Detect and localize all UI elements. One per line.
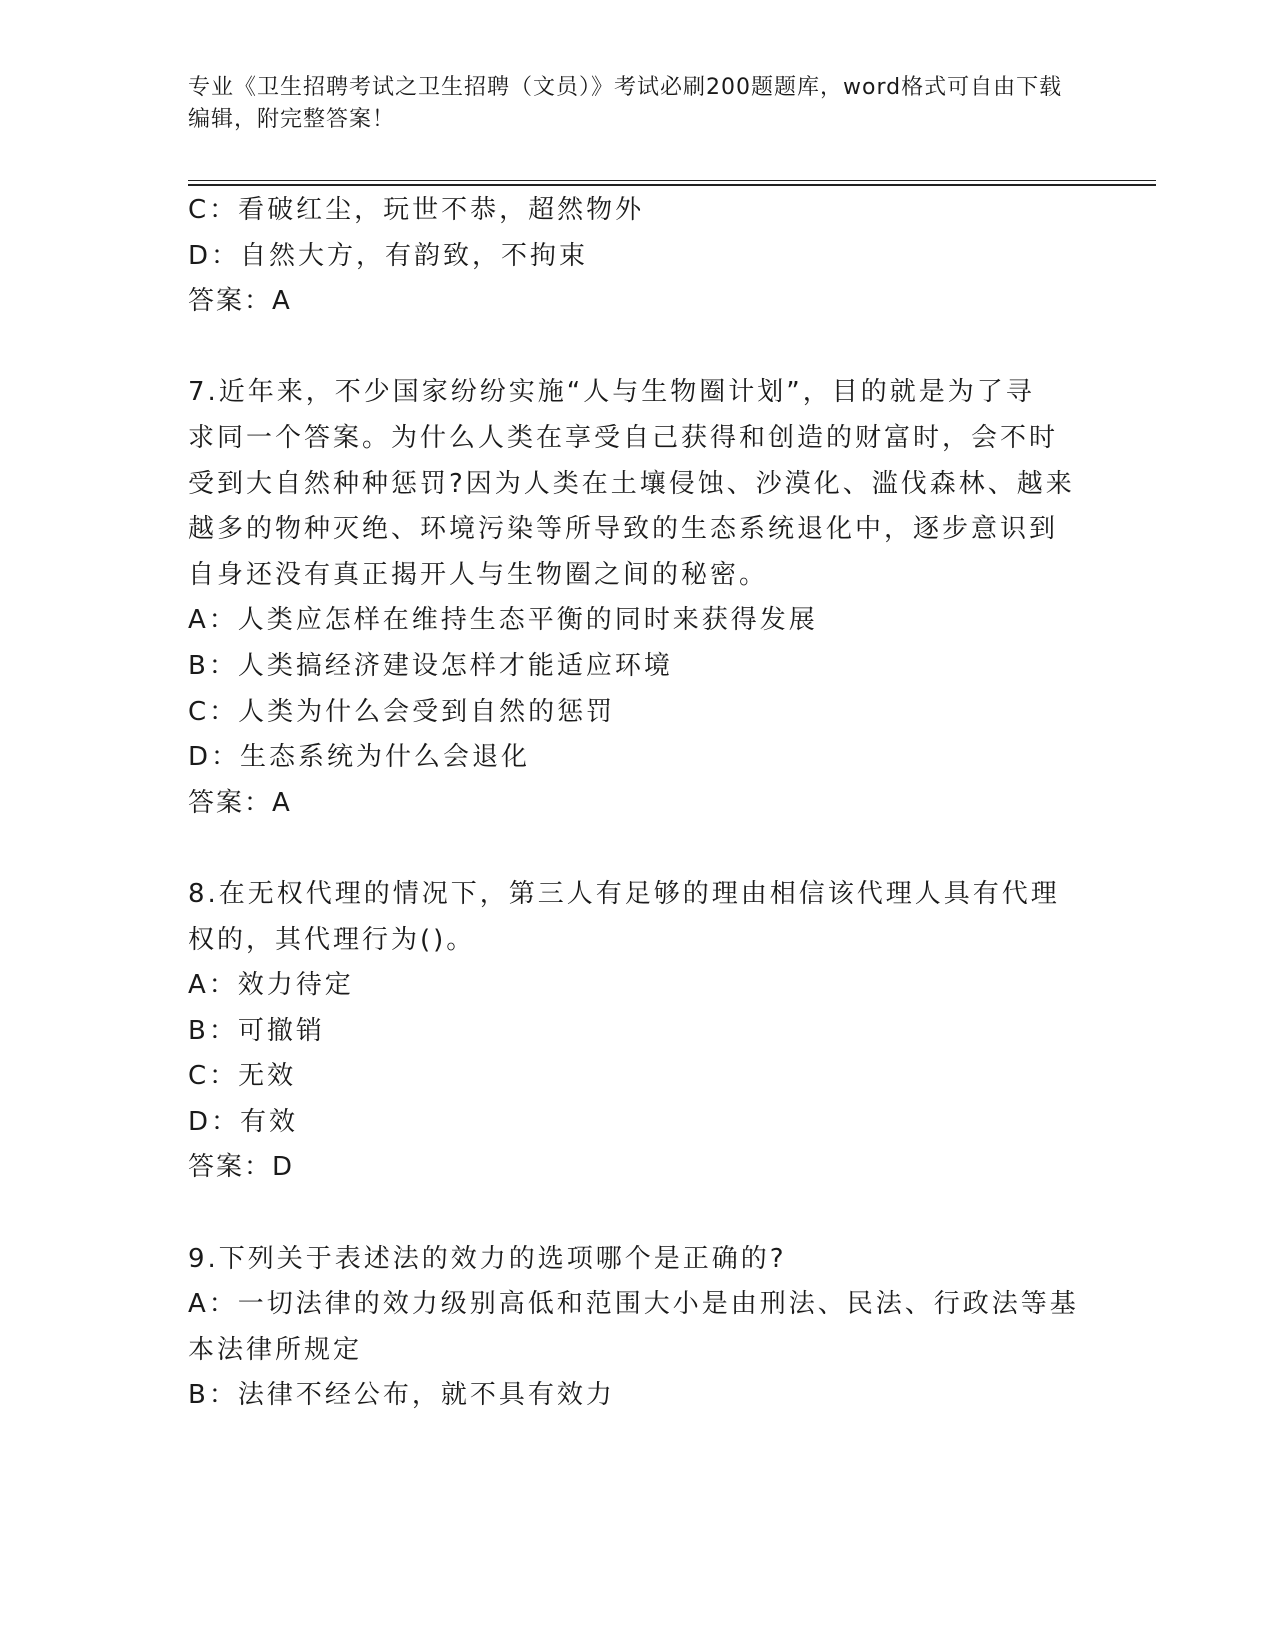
text-line: B：法律不经公布，就不具有效力 xyxy=(188,1380,615,1411)
text-line: B：可撤销 xyxy=(188,1015,325,1046)
text-line: A：一切法律的效力级别高低和范围大小是由刑法、民法、行政法等基 xyxy=(188,1289,1079,1320)
text-line: 自身还没有真正揭开人与生物圈之间的秘密。 xyxy=(188,559,769,590)
header-divider-thin xyxy=(188,180,1156,181)
text-line: C：无效 xyxy=(188,1061,297,1092)
text-line: B：人类搞经济建设怎样才能适应环境 xyxy=(188,650,673,681)
question-gap xyxy=(188,1191,1088,1237)
text-line: D：有效 xyxy=(188,1106,299,1137)
text-line: 本法律所规定 xyxy=(188,1334,363,1365)
answer-line: 答案：A xyxy=(188,286,292,317)
text-line: 9.下列关于表述法的效力的选项哪个是正确的? xyxy=(188,1243,787,1274)
text-line: A：效力待定 xyxy=(188,970,354,1001)
answer-line: 答案：D xyxy=(188,1152,295,1183)
question-gap xyxy=(188,325,1088,371)
text-line: A：人类应怎样在维持生态平衡的同时来获得发展 xyxy=(188,605,818,636)
text-line: 8.在无权代理的情况下，第三人有足够的理由相信该代理人具有代理 xyxy=(188,878,1060,909)
page-header: 专业《卫生招聘考试之卫生招聘（文员）》考试必刷200题题库，word格式可自由下载编辑，附完整答案！ xyxy=(188,75,1063,132)
text-line: 受到大自然种种惩罚?因为人类在土壤侵蚀、沙漠化、滥伐森林、越来 xyxy=(188,468,1075,499)
text-line: 7.近年来，不少国家纷纷实施“人与生物圈计划”，目的就是为了寻 xyxy=(188,377,1035,408)
question-gap xyxy=(188,826,1088,872)
text-line: 求同一个答案。为什么人类在享受自己获得和创造的财富时，会不时 xyxy=(188,422,1059,453)
answer-line: 答案：A xyxy=(188,787,292,818)
text-line: D：生态系统为什么会退化 xyxy=(188,742,531,773)
question-list xyxy=(188,188,1088,1419)
text-line: D：自然大方，有韵致，不拘束 xyxy=(188,240,589,271)
text-line: 权的，其代理行为()。 xyxy=(188,924,476,955)
text-line: C：看破红尘，玩世不恭，超然物外 xyxy=(188,195,645,225)
text-line: C：人类为什么会受到自然的惩罚 xyxy=(188,696,616,727)
text-line: 越多的物种灭绝、环境污染等所导致的生态系统退化中，逐步意识到 xyxy=(188,514,1059,545)
header-divider-thick xyxy=(188,184,1156,186)
